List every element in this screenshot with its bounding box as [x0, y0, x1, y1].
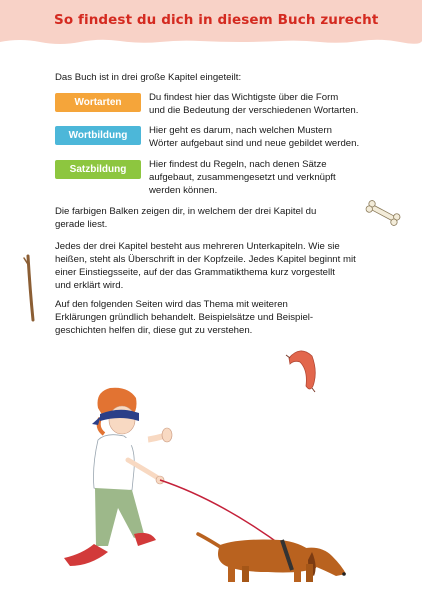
stick-icon: [24, 256, 33, 320]
para-line: Jedes der drei Kapitel besteht aus mehreren Unterkapiteln. Wie sie: [55, 241, 340, 252]
para-line: gerade liest.: [55, 219, 108, 230]
blindfolded-child: [64, 388, 172, 566]
desc-line: Du findest hier das Wichtigste über die Form: [149, 92, 339, 103]
desc-line: werden können.: [149, 185, 218, 196]
para-line: geschichten helfen dir, diese gut zu verstehen.: [55, 325, 253, 336]
page-title: So findest du dich in diesem Buch zurecht: [54, 12, 379, 28]
badge-satzbildung: Satzbildung: [55, 160, 141, 179]
para-line: heißen, steht als Überschrift in der Kopfzeile. Jedes Kapitel beginnt mit: [55, 254, 356, 265]
desc-line: und die Bedeutung der verschiedenen Wortarten.: [149, 105, 359, 116]
desc-line: Wörter aufgebaut sind und neue gebildet werden.: [149, 138, 360, 149]
para-line: Auf den folgenden Seiten wird das Thema mit weiteren: [55, 299, 288, 310]
bone-icon: [365, 199, 401, 226]
para-line: Erklärungen gründlich behandelt. Beispielsätze und Beispiel-: [55, 312, 314, 323]
leash: [160, 480, 285, 548]
badge-wortarten: Wortarten: [55, 93, 141, 112]
desc-line: Hier geht es darum, nach welchen Mustern: [149, 125, 332, 136]
badge-wortbildung: Wortbildung: [55, 126, 141, 145]
desc-line: aufgebaut, zusammengesetzt und verknüpft: [149, 172, 336, 183]
intro-text: Das Buch ist in drei große Kapitel eingeteilt:: [55, 72, 242, 83]
dachshund-dog: [198, 534, 346, 582]
desc-line: Hier findest du Regeln, nach denen Sätze: [149, 159, 327, 170]
para-line: und erklärt wird.: [55, 280, 124, 291]
para-line: Die farbigen Balken zeigen dir, in welchem der drei Kapitel du: [55, 206, 317, 217]
para-line: einer Einstiegsseite, auf der das Grammatikthema kurz vorgestellt: [55, 267, 335, 278]
sausage-icon: [286, 351, 315, 392]
